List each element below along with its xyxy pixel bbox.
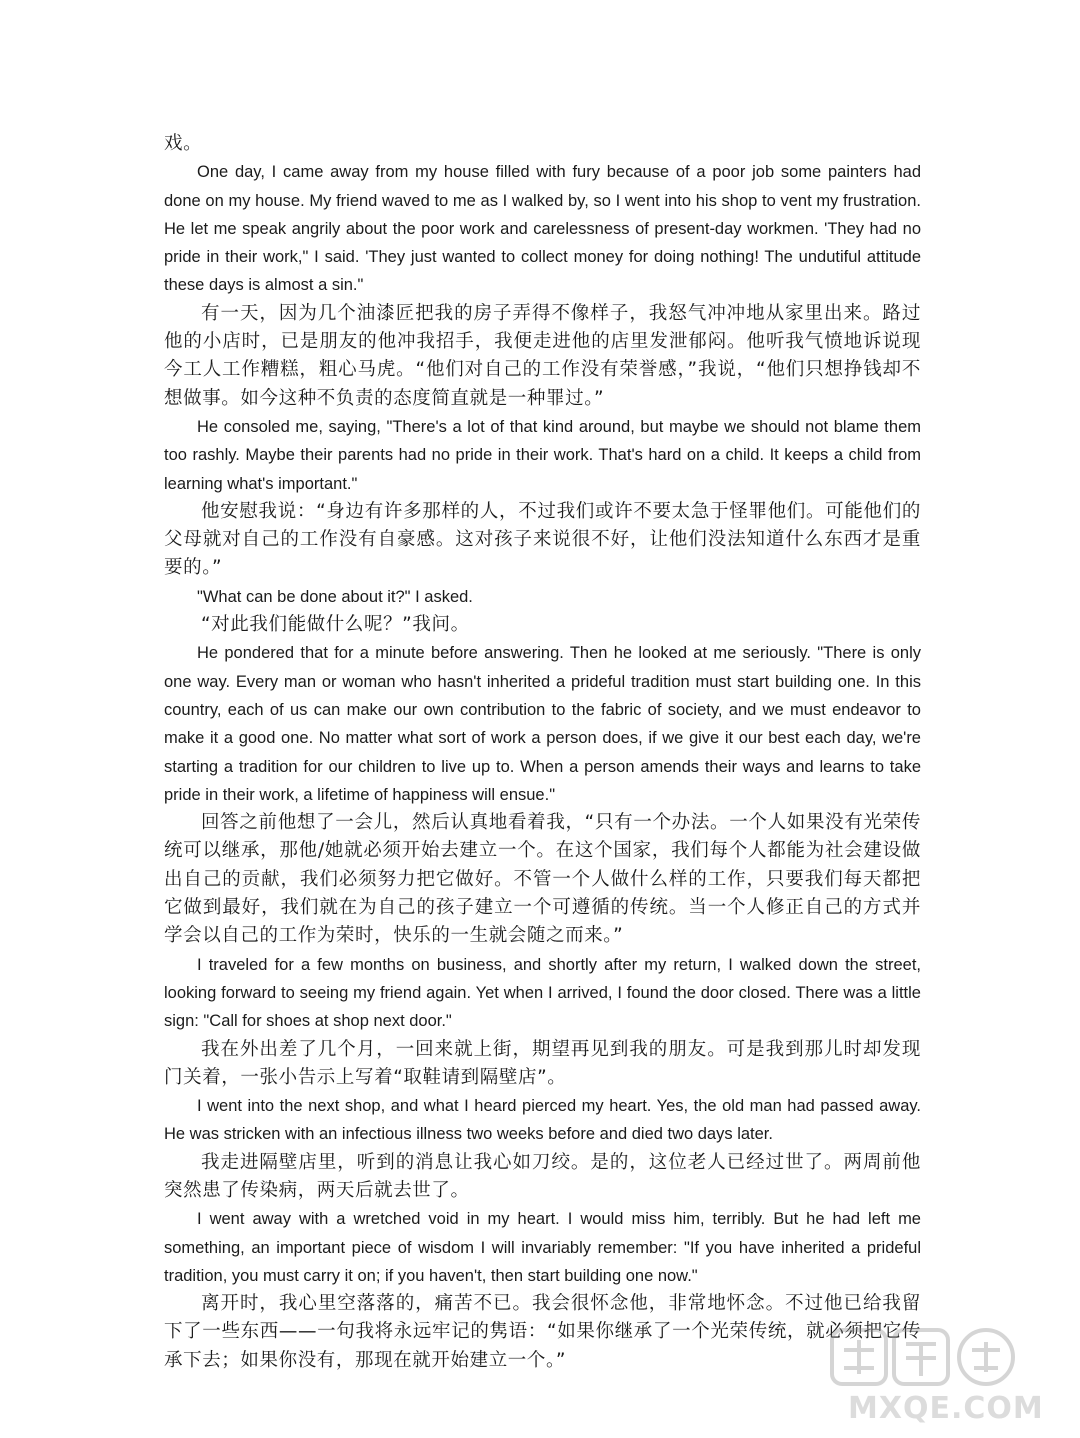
paragraph-en-4: He pondered that for a minute before answering. Then he looked at me seriously. "There is only one way. Every man or woman who hasn't inherited a prideful tradition must start building one. In this country, each of us can make our own contribution to the fabric of society, and we must endeavor to make it a good one. No matter what sort of work a person does, if we give it our best each day, we're starting a tradition for our children to live up to. When a person amends their ways and learns to take pride in their work, a lifetime of happiness will ensue."	[164, 644, 921, 804]
paragraph-zh-2: 他安慰我说：“身边有许多那样的人，不过我们或许不要太急于怪罪他们。可能他们的父母就对自己的工作没有自豪感。这对孩子来说很不好，让他们没法知道什么东西才是重要的。”	[164, 500, 921, 579]
paragraph-zh-3: “对此我们能做什么呢？”我问。	[201, 614, 470, 636]
paragraph-en-2: He consoled me, saying, "There's a lot of that kind around, but maybe we should not blame them too rashly. Maybe their parents had no pride in their work. That's hard on a child. It keeps a child from learning what's important."	[164, 417, 921, 493]
paragraph-zh-5: 我在外出差了几个月，一回来就上街，期望再见到我的朋友。可是我到那儿时却发现门关着，一张小告示上写着“取鞋请到隔壁店”。	[164, 1038, 921, 1088]
paragraph-en-1: One day, I came away from my house filled with fury because of a poor job some painters had done on my house. My friend waved to me as I walked by, so I went into his shop to vent my frustration. He let me speak angrily about the poor work and carelessness of present-day workmen. 'They had no pride in their work," I said. 'They just wanted to collect money for doing nothing! The undutiful attitude these days is almost a sin."	[164, 163, 921, 295]
watermark-site-text: MXQE.COM	[848, 1391, 1044, 1426]
document-body	[164, 130, 921, 1375]
paragraph-zh-fragment: 戏。	[164, 133, 203, 154]
watermark	[826, 1320, 1066, 1430]
paragraph-zh-6: 我走进隔壁店里，听到的消息让我心如刀绞。是的，这位老人已经过世了。两周前他突然患了传染病，两天后就去世了。	[164, 1151, 921, 1201]
paragraph-zh-1: 有一天，因为几个油漆匠把我的房子弄得不像样子，我怒气冲冲地从家里出来。路过他的小店时，已是朋友的他冲我招手，我便走进他的店里发泄郁闷。他听我气愤地诉说现今工人工作糟糕，粗心马虎。“他们对自己的工作没有荣誉感，”我说，“他们只想挣钱却不想做事。如今这种不负责的态度简直就是一种罪过。”	[164, 302, 921, 409]
paragraph-en-5: I traveled for a few months on business, and shortly after my return, I walked down the street, looking forward to seeing my friend again. Yet when I arrived, I found the door closed. There was a little sign: "Call for shoes at shop next door."	[164, 955, 921, 1031]
paragraph-en-7: I went away with a wretched void in my heart. I would miss him, terribly. But he had left me something, an important piece of wisdom I will invariably remember: "If you have inherited a prideful tradition, you must carry it on; if you haven't, then start building one now."	[164, 1210, 921, 1285]
paragraph-zh-7: 离开时，我心里空落落的，痛苦不已。我会很怀念他，非常地怀念。不过他已给我留下了一些东西——一句我将永远牢记的隽语：“如果你继承了一个光荣传统，就必须把它传承下去；如果你没有，那现在就开始建立一个。”	[164, 1293, 921, 1371]
watermark-logo-icon	[826, 1320, 1066, 1390]
paragraph-en-6: I went into the next shop, and what I heard pierced my heart. Yes, the old man had passed away. He was stricken with an infectious illness two weeks before and died two days later.	[164, 1097, 921, 1144]
paragraph-en-3: "What can be done about it?" I asked.	[197, 587, 473, 606]
paragraph-zh-4: 回答之前他想了一会儿，然后认真地看着我，“只有一个办法。一个人如果没有光荣传统可以继承，那他/她就必须开始去建立一个。在这个国家，我们每个人都能为社会建设做出自己的贡献，我们必须努力把它做好。不管一个人做什么样的工作，只要我们每天都把它做到最好，我们就在为自己的孩子建立一个可遵循的传统。当一个人修正自己的方式并学会以自己的工作为荣时，快乐的一生就会随之而来。”	[164, 812, 921, 947]
